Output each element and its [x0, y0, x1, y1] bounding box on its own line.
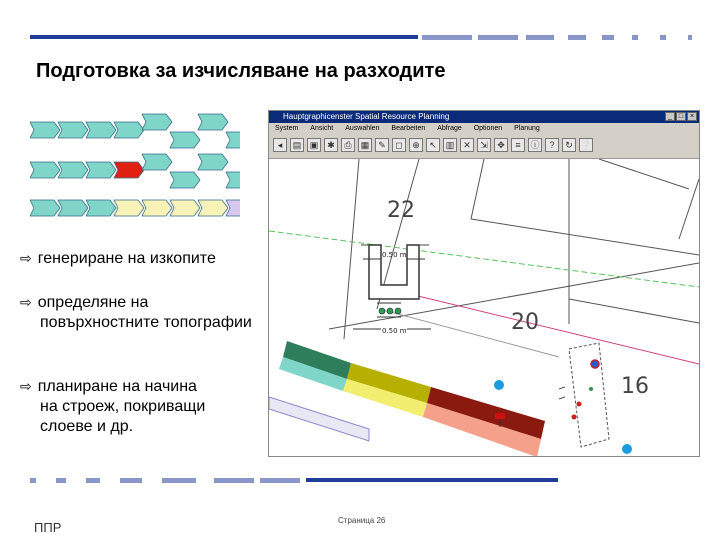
footer-rule-segment [120, 478, 142, 483]
process-step-chevron [142, 200, 172, 216]
bullet-text: планиране на начина [37, 378, 197, 395]
process-step-chevron [30, 162, 60, 178]
header-rule-segment [602, 35, 614, 40]
parcel-number: 16 [621, 374, 649, 399]
dimension-label: 0.50 m [382, 327, 407, 335]
measure-icon[interactable]: ⇲ [477, 138, 491, 152]
refresh-icon[interactable]: ↻ [562, 138, 576, 152]
header-rule-segment [660, 35, 666, 40]
process-step-chevron [114, 122, 144, 138]
app-window [268, 110, 700, 457]
footer-rule-segment [30, 478, 36, 483]
menu-item-auswahlen[interactable]: Auswahlen [345, 125, 380, 132]
process-step-chevron [198, 200, 228, 216]
process-step-chevron [226, 172, 240, 188]
query-icon[interactable]: ? [545, 138, 559, 152]
move-icon[interactable]: ✥ [494, 138, 508, 152]
process-step-chevron [198, 114, 228, 130]
survey-point-group [559, 343, 609, 447]
footer-rule-segment [86, 478, 100, 483]
menu-item-optionen[interactable]: Optionen [473, 125, 503, 132]
close-icon[interactable]: × [687, 112, 697, 121]
map-canvas[interactable] [269, 159, 699, 456]
zoom-icon[interactable]: ⊕ [409, 138, 423, 152]
red-flag-marker [495, 413, 505, 419]
grid-icon[interactable]: ▥ [443, 138, 457, 152]
bullet-item [20, 292, 252, 333]
bullet-text: определяне на [37, 294, 149, 311]
process-step-chevron [226, 132, 240, 148]
header-rule-segment [632, 35, 638, 40]
help-icon[interactable]: ❔ [580, 140, 592, 150]
process-step-chevron [170, 200, 200, 216]
blue-point-marker [494, 380, 504, 390]
bullet-item [20, 248, 216, 269]
layer-icon[interactable]: ≡ [511, 138, 525, 152]
blue-point-marker [622, 444, 632, 454]
app-menubar [269, 123, 699, 134]
slide-title: Подготовка за изчисляване на разходите [36, 60, 446, 82]
bullet-item [20, 376, 205, 437]
process-step-chevron [198, 154, 228, 170]
bullet-text: генериране на изкопите [37, 250, 216, 267]
header-rule-main [30, 35, 418, 39]
maximize-icon[interactable]: □ [676, 112, 686, 121]
header-rule-segment [568, 35, 586, 40]
footer-org-label: ППР [34, 520, 62, 535]
process-step-chevron [58, 162, 88, 178]
process-step-chevron [86, 200, 116, 216]
open-icon[interactable]: ▤ [290, 138, 304, 152]
save-icon[interactable]: ▣ [307, 138, 321, 152]
parcel-number: 22 [387, 198, 415, 223]
header-rule-segment [688, 35, 692, 40]
process-step-chevron [114, 162, 144, 178]
hollow-right-arrow-icon: ⇨ [20, 378, 32, 394]
process-step-chevron [86, 122, 116, 138]
close-icon[interactable]: ✕ [460, 138, 474, 152]
header-rule-segment [478, 35, 518, 40]
menu-item-abfrage[interactable]: Abfrage [437, 125, 462, 132]
footer-rule-segment [260, 478, 300, 483]
process-step-chevron [142, 114, 172, 130]
map-drawing [269, 159, 699, 456]
parcel-number: 20 [511, 310, 539, 335]
process-step-chevron [142, 154, 172, 170]
print-icon[interactable]: ⎙ [341, 138, 355, 152]
menu-item-planung[interactable]: Planung [514, 125, 540, 132]
dimension-label: 0.50 m [382, 251, 407, 259]
footer-rule-segment [162, 478, 196, 483]
minimize-icon[interactable]: _ [665, 112, 675, 121]
settings-icon[interactable]: ✱ [324, 138, 338, 152]
map-icon[interactable]: ▦ [358, 138, 372, 152]
footer-rule-main [306, 478, 558, 482]
process-step-chevron [58, 200, 88, 216]
hollow-right-arrow-icon: ⇨ [20, 294, 32, 310]
header-rule-segment [526, 35, 554, 40]
process-flow-diagram [30, 112, 240, 222]
menu-item-system[interactable]: System [275, 125, 299, 132]
footer-rule-segment [56, 478, 66, 483]
header-rule-segment [422, 35, 472, 40]
app-toolbar [269, 134, 699, 159]
menu-item-ansicht[interactable]: Ansicht [310, 125, 334, 132]
bullet-text: слоеве и др. [40, 418, 134, 435]
app-titlebar [269, 111, 699, 123]
process-step-chevron [170, 172, 200, 188]
select-icon[interactable]: ◻ [392, 138, 406, 152]
process-step-chevron [30, 200, 60, 216]
info-icon[interactable]: ⓘ [528, 138, 542, 152]
process-step-chevron [170, 132, 200, 148]
pointer-icon[interactable]: ↖ [426, 138, 440, 152]
edit-icon[interactable]: ✎ [375, 138, 389, 152]
process-step-chevron [114, 200, 144, 216]
trench-cross-section [353, 245, 431, 335]
footer-rule-segment [214, 478, 254, 483]
process-step-chevron [86, 162, 116, 178]
hatched-boundary-strip [269, 397, 369, 441]
back-icon[interactable]: ◂ [273, 138, 287, 152]
bullet-text: на строеж, покриващи [40, 398, 206, 415]
page-number: Страница 26 [338, 516, 386, 525]
process-step-chevron [30, 122, 60, 138]
process-step-chevron [58, 122, 88, 138]
hollow-right-arrow-icon: ⇨ [20, 250, 32, 266]
app-window-title: Hauptgraphicenster Spatial Resource Planning [283, 112, 450, 121]
bullet-text: повърхностните топографии [40, 314, 252, 331]
menu-item-bearbeiten[interactable]: Bearbeiten [391, 125, 426, 132]
